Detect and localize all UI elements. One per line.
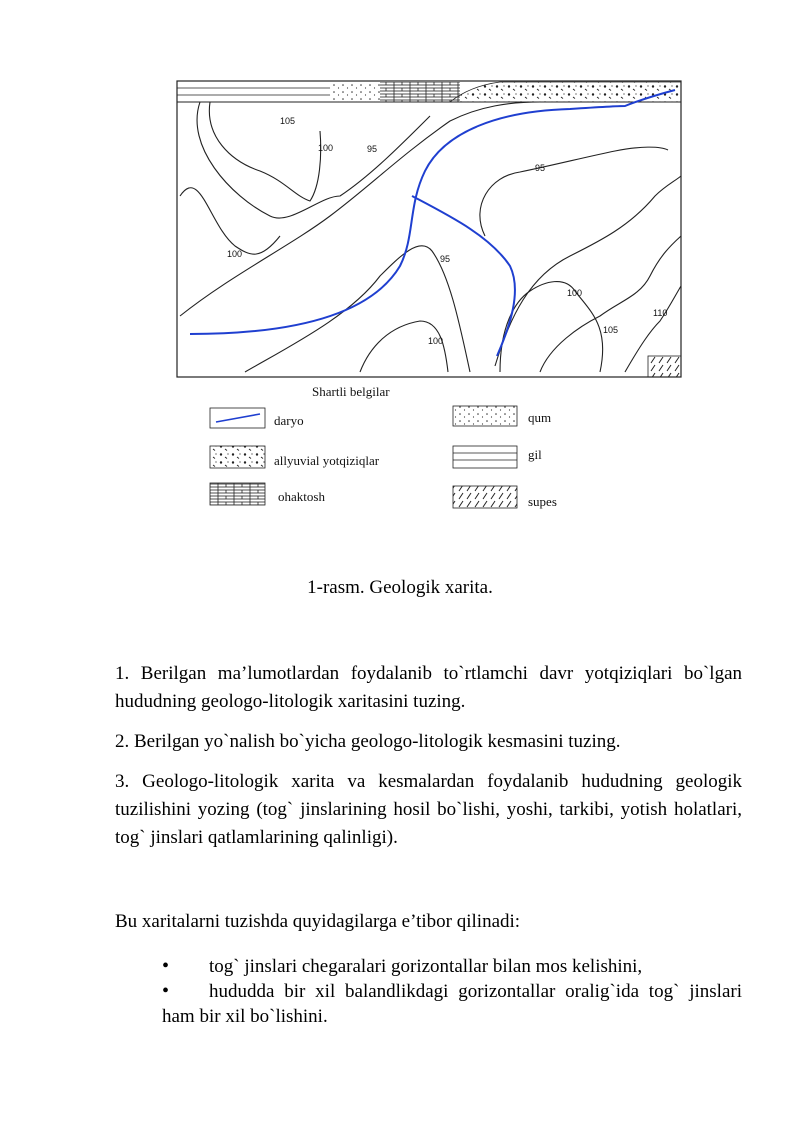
contour-line — [197, 102, 430, 218]
task-paragraph: 2. Berilgan yo`nalish bo`yicha geologo-litologik kesmasini tuzing. — [115, 731, 621, 752]
sand-pattern-icon — [453, 406, 517, 426]
sandy-loam-patch — [648, 356, 681, 377]
figure-caption: 1-rasm. Geologik xarita. — [307, 577, 493, 598]
contour-line — [209, 102, 320, 201]
task-paragraph: 3. Geologo-litologik xarita va kesmalardan foydalanib hududning geologik tuzilishini yozing (tog` jinslarining hosil bo`lishi, yoshi, tarkibi, yotish holatlari, tog` jinslari qatlamlarining qalinligi). — [115, 771, 742, 848]
contour-line — [180, 102, 540, 316]
notes-list — [162, 954, 742, 1029]
task-paragraph: 1. Berilgan ma’lumotlardan foydalanib to`rtlamchi davr yotqiziqlari bo`lgan hududning geologo-litologik xaritasini tuzing. — [115, 663, 742, 712]
contour-line — [480, 147, 668, 236]
list-item — [162, 954, 742, 979]
contour-label: 105 — [280, 116, 296, 126]
legend-item-alluvial — [210, 446, 380, 468]
sand-strip — [330, 82, 380, 102]
legend-item-limestone — [210, 483, 325, 505]
limestone-strip — [380, 82, 460, 102]
legend-item-sandy-loam — [453, 486, 557, 509]
contour-line — [540, 236, 681, 372]
bullet-icon — [162, 979, 209, 1004]
geologic-map-figure — [170, 76, 690, 516]
legend-label: daryo — [274, 413, 304, 428]
legend-label: ohaktosh — [278, 489, 325, 504]
river-tributary — [412, 196, 515, 356]
bullet-icon — [162, 954, 209, 979]
contour-line — [245, 246, 470, 372]
list-item-text: tog` jinslari chegaralari gorizontallar bilan mos kelishini, — [209, 956, 643, 977]
contour-label: 100 — [318, 143, 334, 153]
contour-line — [360, 321, 448, 372]
contour-label: 105 — [603, 325, 619, 335]
contour-label: 100 — [567, 288, 583, 298]
clay-pattern-icon — [453, 446, 517, 468]
sandy-loam-pattern-icon — [453, 486, 517, 508]
alluvial-pattern-icon — [210, 446, 265, 468]
contour-line — [180, 188, 280, 254]
contour-label: 95 — [367, 144, 378, 154]
legend-title: Shartli belgilar — [312, 384, 390, 399]
contour-label: 100 — [428, 336, 444, 346]
legend-label: allyuvial yotqiziqlar — [274, 453, 380, 468]
contour-label: 100 — [227, 249, 243, 259]
contour-label: 110 — [653, 308, 668, 318]
legend-item-clay — [453, 446, 542, 468]
list-item — [162, 979, 742, 1029]
river — [190, 90, 675, 356]
legend-item-sand — [453, 406, 551, 426]
legend-label: supes — [528, 494, 557, 509]
contour-label: 95 — [535, 163, 546, 173]
list-item-text: hududda bir xil balandlikdagi gorizontallar oralig`ida tog` jinslari ham bir xil bo`lishini. — [162, 981, 742, 1027]
legend-label: gil — [528, 447, 542, 462]
contour-label: 95 — [440, 254, 451, 264]
legend-item-river — [210, 408, 304, 428]
limestone-pattern-icon — [210, 483, 265, 505]
notes-intro: Bu xaritalarni tuzishda quyidagilarga e’tibor qilinadi: — [115, 911, 521, 932]
legend-label: qum — [528, 410, 552, 425]
